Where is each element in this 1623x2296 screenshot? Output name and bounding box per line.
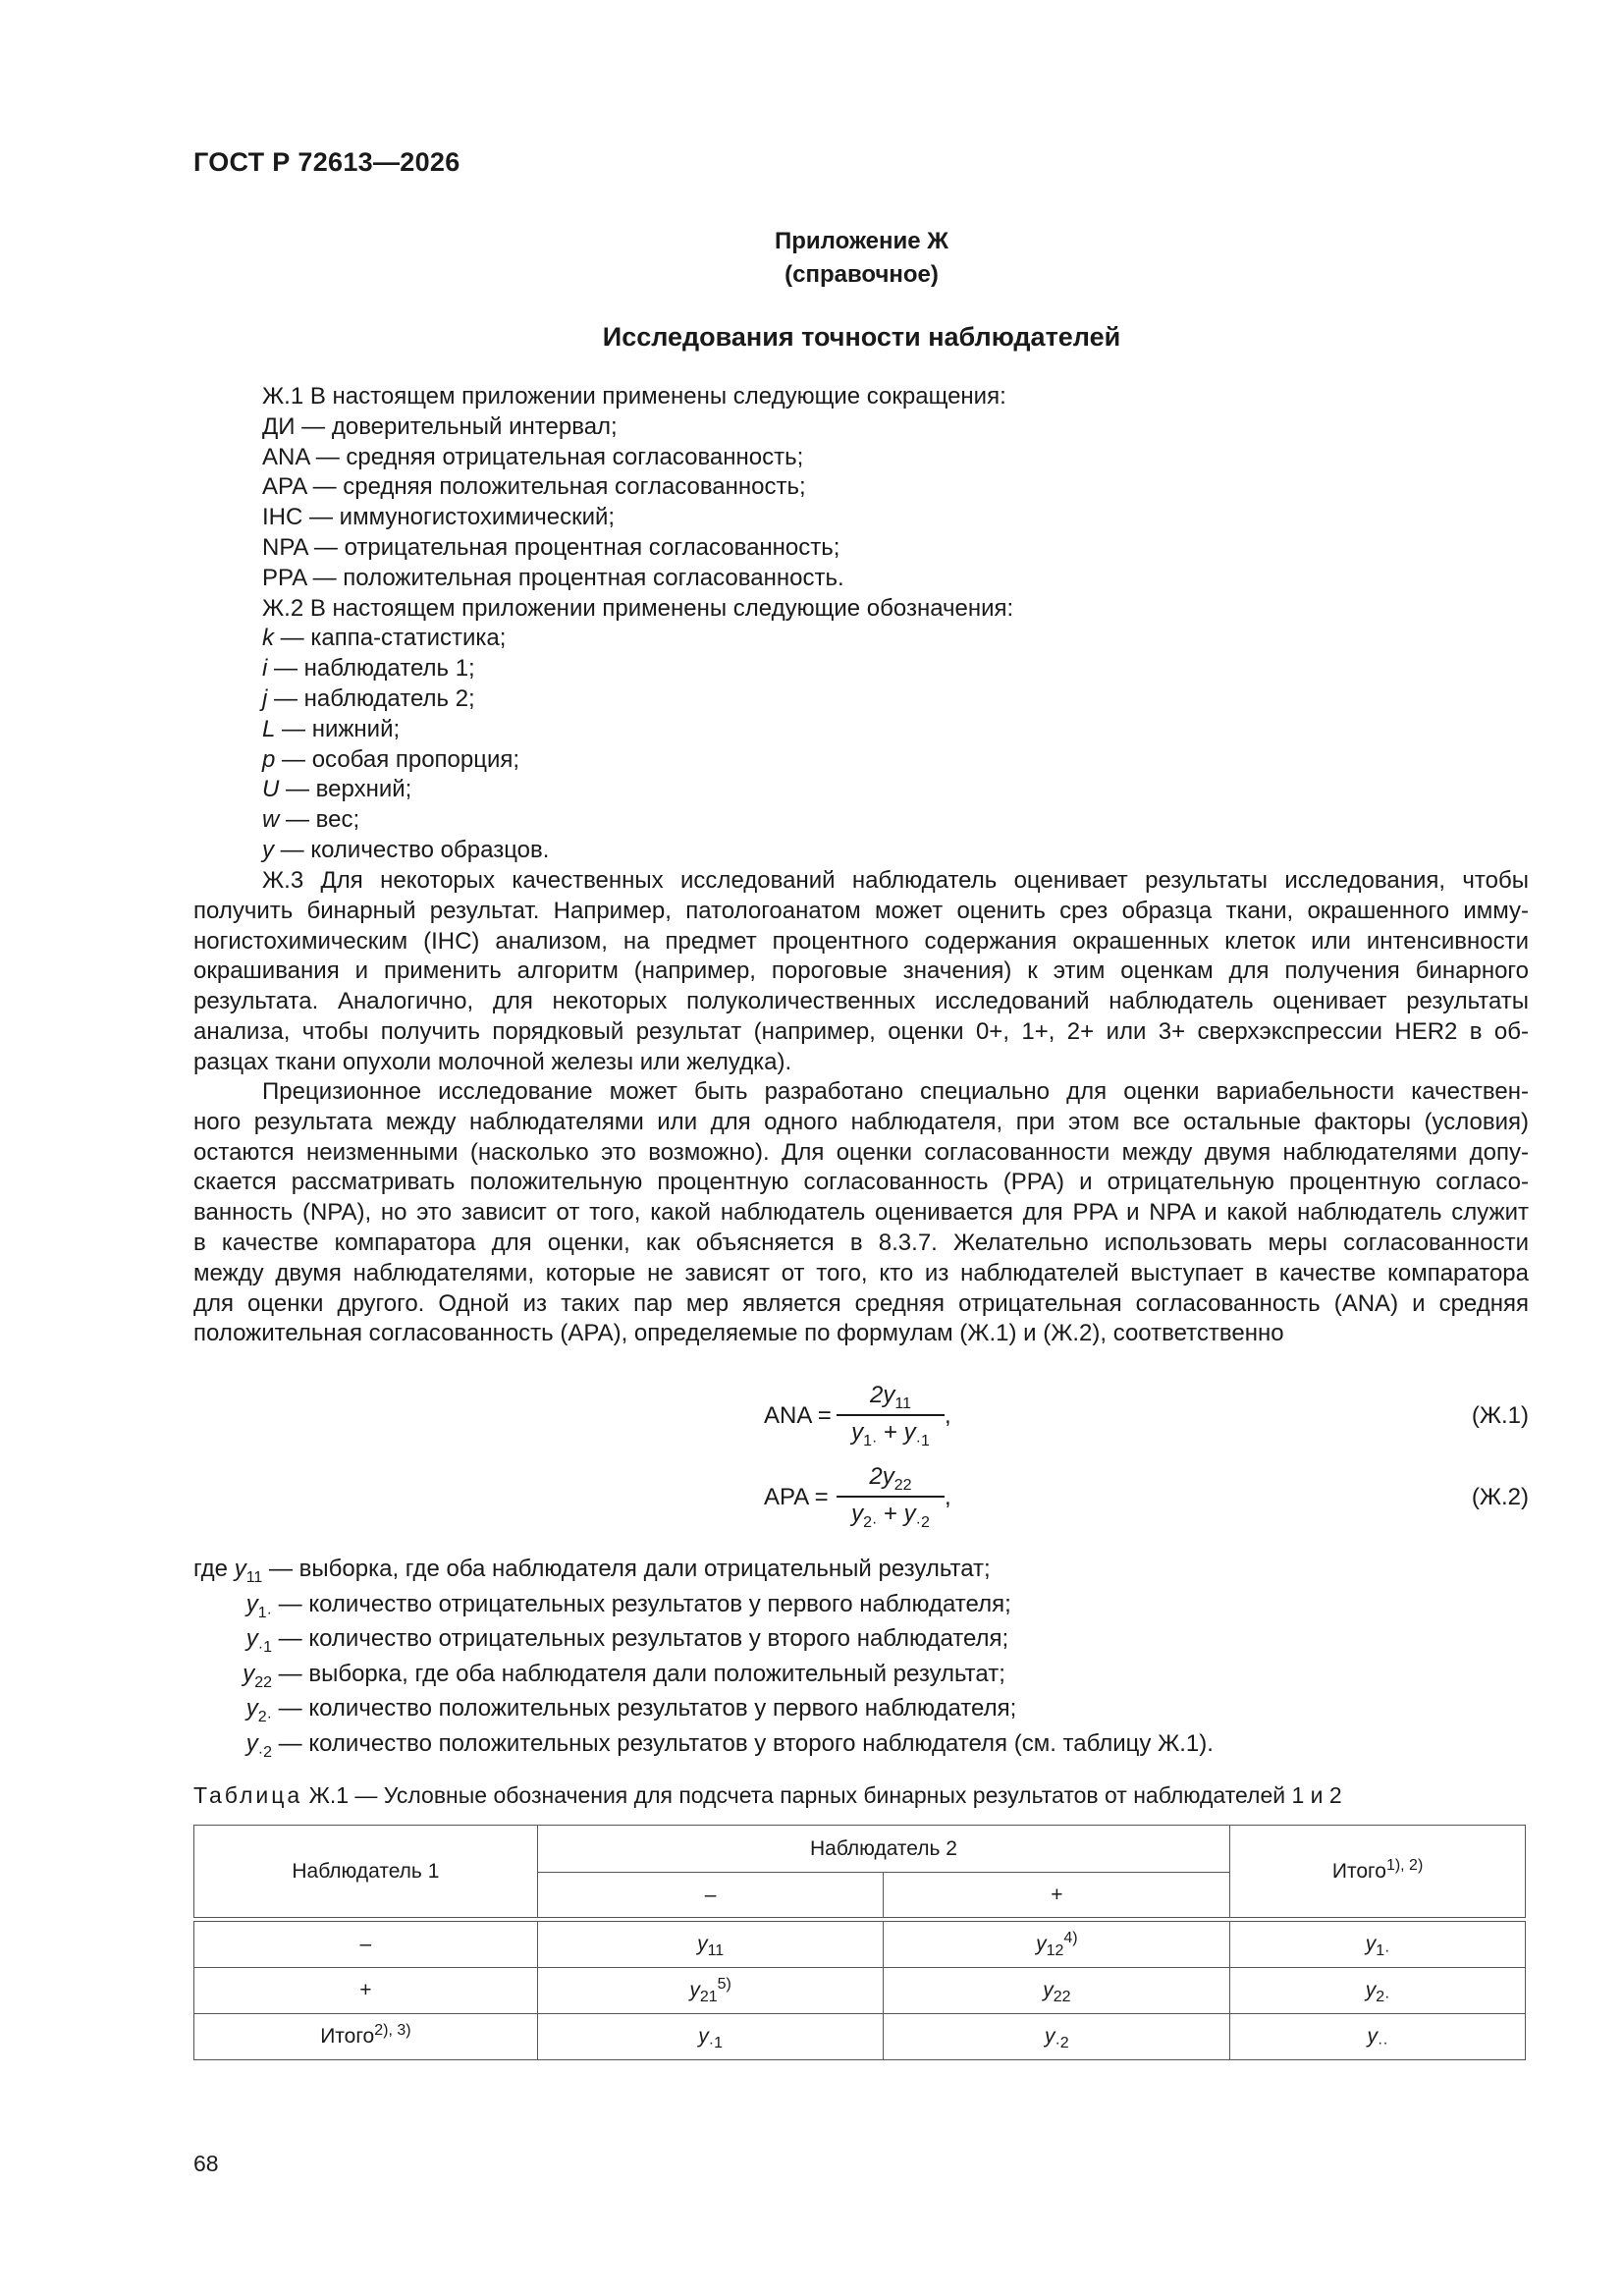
table-cell: $y_{2\cdot}$ — [1230, 1968, 1526, 2014]
abbreviation-item: ANA — средняя отрицательная согласованность; — [262, 443, 804, 470]
formula-comma: , — [945, 1402, 951, 1429]
where-item: $y_{22}$ — выборка, где оба наблюдателя дали положительный результат; — [243, 1660, 1005, 1691]
text-line: получить бинарный результат. Например, патологоанатом может оценить срез образца ткани, окрашенного имму- — [193, 897, 1529, 924]
formula-numerator: $2y_{11}$ — [870, 1382, 911, 1412]
symbol-item: i — наблюдатель 1; — [262, 655, 475, 683]
table-row — [194, 2014, 1526, 2060]
abbreviation-item: APA — средняя положительная согласованность; — [262, 473, 806, 501]
text-line: скается рассматривать положительную процентную согласованность (PPA) и отрицательную процентную согласо- — [193, 1169, 1529, 1196]
formula-denominator: $y_{2\cdot} + y_{\cdot 2}$ — [851, 1501, 930, 1531]
where-item: где $y_{11}$ — выборка, где оба наблюдателя дали отрицательный результат; — [193, 1556, 991, 1586]
symbol-item: y — количество образцов. — [262, 836, 550, 863]
text-line: Ж.3 Для некоторых качественных исследований наблюдатель оценивает результаты исследования, чтобы — [262, 867, 1529, 894]
appendix-label: Приложение Ж — [775, 228, 948, 254]
where-item: $y_{\cdot 1}$ — количество отрицательных результатов у второго наблюдателя; — [245, 1625, 1009, 1656]
text-line: остаются неизменными (насколько это возможно). Для оценки согласованности между двумя наблюдателями допу- — [193, 1138, 1529, 1166]
text-line: ванность (NPA), но это зависит от того, какой наблюдатель оценивается для PPA и NPA и какой наблюдатель служит — [193, 1199, 1529, 1227]
header-total: Итого$^{1), 2)}$ — [1230, 1826, 1526, 1918]
table-cell: $y_{\cdot 1}$ — [537, 2014, 884, 2060]
where-item: $y_{2\cdot}$ — количество положительных результатов у первого наблюдателя; — [245, 1695, 1017, 1725]
table-cell: $y_{1\cdot}$ — [1230, 1922, 1526, 1968]
text-line: ного результата между наблюдателями или для одного наблюдателя, при этом все остальные факторы (условия) — [193, 1108, 1529, 1135]
table-cell: $y_{21}^{5)}$ — [537, 1968, 884, 2014]
abbreviation-item: PPA — положительная процентная согласованность. — [262, 564, 844, 591]
symbols-intro: Ж.2 В настоящем приложении применены следующие обозначения: — [262, 594, 1014, 622]
table-cell: $y_{22}$ — [884, 1968, 1230, 2014]
table-cell: $y_{12}^{4)}$ — [884, 1922, 1230, 1968]
formula-lhs: APA = — [764, 1484, 829, 1510]
fraction-line — [837, 1414, 945, 1416]
abbreviations-intro: Ж.1 В настоящем приложении применены следующие сокращения: — [262, 383, 1006, 410]
formula-lhs: ANA = — [764, 1402, 832, 1429]
paragraph-precision — [193, 1077, 1529, 1349]
fraction-line — [837, 1496, 945, 1498]
symbol-item: p — особая пропорция; — [262, 745, 520, 773]
symbol-item: L — нижний; — [262, 715, 401, 742]
header-observer-1: Наблюдатель 1 — [194, 1826, 538, 1918]
text-line: окрашивания и применить алгоритм (например, пороговые значения) к этим оценкам для получения бинарного — [193, 957, 1529, 985]
header-plus: + — [884, 1873, 1230, 1918]
text-line: положительная согласованность (APA), определяемые по формулам (Ж.1) и (Ж.2), соответственно — [193, 1320, 1284, 1347]
definitions-block — [193, 382, 1529, 866]
table-cell: $y_{11}$ — [537, 1922, 884, 1968]
table-row — [194, 1922, 1526, 1968]
table-cell: $y_{\cdot 2}$ — [884, 2014, 1230, 2060]
equation-number: (Ж.1) — [1471, 1402, 1529, 1429]
where-item: $y_{1\cdot}$ — количество отрицательных результатов у первого наблюдателя; — [245, 1590, 1011, 1621]
symbol-item: k — каппа-статистика; — [262, 625, 507, 652]
abbreviation-item: IHC — иммуногистохимический; — [262, 504, 616, 531]
text-line: Прецизионное исследование может быть разработано специально для оценки вариабельности качествен- — [262, 1078, 1529, 1105]
text-line: в качестве компаратора для оценки, как объясняется в 8.3.7. Желательно использовать меры согласованности — [193, 1229, 1529, 1256]
text-line: анализа, чтобы получить порядковый результат (например, оценки 0+, 1+, 2+ или 3+ сверхэкспрессии HER2 в об- — [193, 1017, 1529, 1045]
row-label: + — [194, 1968, 538, 2014]
where-list — [193, 1552, 1214, 1761]
document-header: ГОСТ Р 72613—2026 — [193, 147, 460, 177]
symbol-item: j — наблюдатель 2; — [262, 684, 475, 712]
abbreviation-item: NPA — отрицательная процентная согласованность; — [262, 533, 840, 561]
paragraph-zh3 — [193, 866, 1529, 1078]
where-lead: где — [193, 1556, 229, 1582]
text-line: ногистохимическим (IHC) анализом, на предмет процентного содержания окрашенных клеток или интенсивности — [193, 927, 1529, 955]
formula-denominator: $y_{1\cdot} + y_{\cdot 1}$ — [851, 1419, 930, 1449]
text-line: для оценки другого. Одной из таких пар мер является средняя отрицательная согласованность (ANA) и средняя — [193, 1289, 1529, 1317]
symbol-item: w — вес; — [262, 806, 360, 834]
formula-comma: , — [945, 1484, 951, 1510]
table-caption: Таблица Ж.1 — Условные обозначения для подсчета парных бинарных результатов от наблюдателей 1 и 2 — [193, 1782, 1342, 1808]
table-row — [194, 1968, 1526, 2014]
text-line: между двумя наблюдателями, которые не зависят от того, кто из наблюдателей выступает в качестве компаратора — [193, 1259, 1529, 1286]
table-cell: $y_{\cdot\cdot}$ — [1230, 2014, 1526, 2060]
where-item: $y_{\cdot 2}$ — количество положительных результатов у второго наблюдателя (см. таблицу Ж.1). — [245, 1729, 1214, 1761]
page-number: 68 — [193, 2151, 219, 2176]
header-observer-2: Наблюдатель 2 — [537, 1826, 1229, 1873]
abbreviation-item: ДИ — доверительный интервал; — [262, 412, 618, 440]
equation-number: (Ж.2) — [1471, 1484, 1529, 1510]
symbol-item: U — верхний; — [262, 776, 412, 803]
text-line: результата. Аналогично, для некоторых полуколичественных исследований наблюдатель оценивает результаты — [193, 988, 1529, 1015]
formula-numerator: $2y_{22}$ — [869, 1463, 912, 1494]
row-label: Итого$^{2), 3)}$ — [194, 2014, 538, 2060]
appendix-title: Исследования точности наблюдателей — [602, 322, 1121, 352]
text-line: разцах ткани опухоли молочной железы или желудка). — [193, 1048, 792, 1075]
header-minus: – — [537, 1873, 884, 1918]
binary-results-table — [193, 1825, 1526, 2060]
appendix-kind: (справочное) — [784, 261, 939, 288]
row-label: – — [194, 1922, 538, 1968]
